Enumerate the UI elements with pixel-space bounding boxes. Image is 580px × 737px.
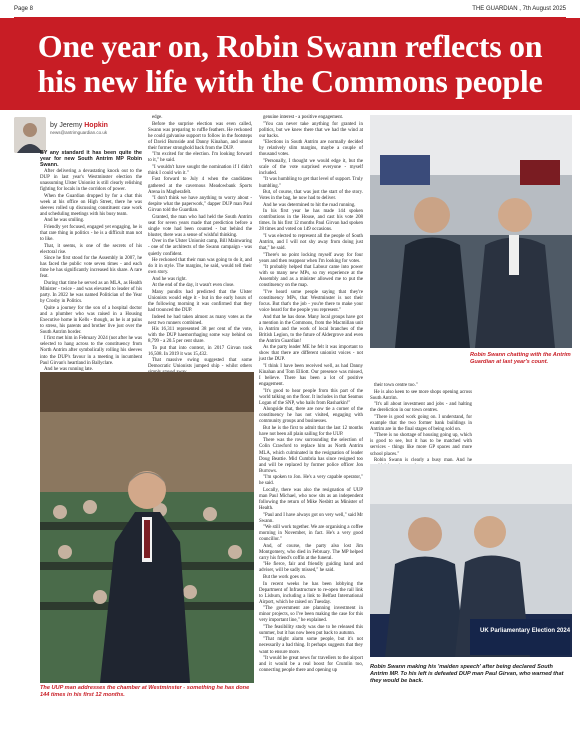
article-paragraph: "We still work together. We are organising a coffee morning in November, in fact. He's a very good councillor." [259,525,363,543]
article-paragraph: At the end of the day, it wasn't even close. [152,283,235,289]
headline: One year on, Robin Swann reflects on his new life with the Commons people [37,28,543,99]
article-paragraph: He reckoned that their man was going to do it, and do it in style. The margins, he said, would tell their own story. [148,258,252,276]
article-paragraph: But he is the first to admit that the last 12 months have not been all plain sailing for the UUP. [259,425,363,437]
main-photo-caption: The UUP man addresses the chamber at Westminster - something he has done 144 times in his first 12 months. [40,685,250,698]
article-paragraph: Robin Swann is clearly a busy man. And he [374,458,472,464]
article-paragraph: His 16,311 represented 38 per cent of the vote, with the DUP haemorrhaging some way behind on 8,799 - a 20.5 per cent share. [148,327,252,345]
article-paragraph: "I don't think we have anything to worry about - despite what the paperwork," dapper DUP man Paul Girvan told the Guardian. [148,196,252,214]
article-paragraph: Indeed he had taken almost as many votes as the next two runners combined. [148,314,252,326]
author-avatar [14,117,46,153]
article-paragraph: "I've heard some people saying that they're constituency MPs, that Westminster is not their focus. But that's the job - you're there to make your voice heard for the people you represent." [259,289,363,313]
byline [50,122,140,146]
author-name: Hopkin [84,122,108,129]
article-paragraph: "You can never take anything for granted in politics, but we knew there that we had the wind at our backs. [259,121,363,139]
article-paragraph: That, it seems, is one of the secrets of his electoral rise. [40,243,142,255]
article-paragraph: Fast forward to July 4 when the candidates gathered at the cavernous Meadowbank Sports Arena in Magherafelt. [148,177,252,195]
page-number: Page 8 [14,5,34,12]
article-paragraph: "I'm spoken to Jon. He's a very capable operator," he said. [259,475,363,487]
article-paragraph: "That might alarm some people, but it's not necessarily a bad thing. It perhaps suggests that they want to ensure more. [259,637,363,655]
article-paragraph: "There is no shortage of housing going up, which is good to see, but it has to be matched with services - things like more GP spaces and more school places." [370,433,472,457]
article-paragraph: BY any standard it has been quite the year for new South Antrim MP Robin Swann. [40,150,142,169]
article-paragraph: He is also keen to see more shops opening across South Antrim. [370,389,472,401]
article-column-3 [259,115,363,675]
article-paragraph: Quite a journey for the son of a hospital doctor and a plumber who was raised in a Housing Executive home in Kells - though, as he is at pains to stress, his parents and brother live just over the South Antrim border. [40,305,142,335]
article-paragraph: Friendly yet focused, engaged yet engaging, he is that rare thing in politics - he is a difficult man not to like. [40,225,142,243]
article-paragraph: "It would be great news for travellers to the airport and it would be a real boost for Crumlin too, connecting people there and opening up [259,656,363,674]
article-paragraph: And that he has done. Many local groups have got a mention in the Commons, from the Macmillan unit in Antrim and the work of local branches of the British Legion, to the future of Aldergrove and even the Antrim Guardian! [259,314,363,344]
article-paragraph: "Paul and I have always got on very well," said Mr Swann. [259,512,363,524]
count-photo [370,115,572,348]
article-paragraph: Granted, the man who had held the South Antrim seat for seven years made that prediction before a single vote had been counted - but behind the bluster, there was a sense of wishful thinking. [148,214,252,238]
article-paragraph: But, of course, that was just the start of the story. Votes in the bag, he now had to deliver. [259,190,363,202]
article-paragraph: Since he first stood for the Assembly in 2007, he has faced the public vote seven times - and each time he has significantly increased his share. A rare feat. [40,256,142,280]
article-paragraph: During that time he served as an MLA, as Health Minister - twice - and was elevated to leader of his party. In 2022 he was named Politician of the Year by Crosby in Politics. [40,280,142,305]
byline-author: by Jeremy Hopkin [50,122,108,129]
article-paragraph: their town centre too." [374,383,418,388]
article-paragraph: "The feasibility study was due to be released this summer, but it has now been put back to autumn. [259,624,363,636]
article-paragraph: In recent weeks he has been lobbying the Department of Infrastructure to re-open the rail link to Lisburn, including a link to Belfast International Airport, which he raised on Tuesday. [259,581,363,605]
article-paragraph: When the Guardian dropped by for a chat this week at his office on High Street, there he was sleeves rolled up discussing constituent case work and scheduling meetings with his busy team. [40,193,142,217]
author-email[interactable]: news@antrimguardian.co.uk [50,130,108,135]
article-paragraph: Over in the Ulster Unionist camp, Bill Mainwaring - one of the architects of the Swann campaign - was quietly confident. [148,239,252,257]
article-paragraph: Alongside that, there are now tie a corner of the constituency he has not visited, engaging with community groups and businesses. [259,407,363,425]
article-paragraph: "Personally, I thought we would edge it, but the scale of the vote surprised everyone - myself included. [259,158,363,176]
article-paragraph: "It's all about investment and jobs - and halting the dereliction in our town centres. [370,402,472,414]
article-paragraph: That massive swing suggested that some Democratic Unionists jumped ship - whilst others [148,358,252,370]
article-paragraph: "It's good to hear people from this part of the world talking on the floor. It includes in that Seamus Logan of the SNP, who hails from Rasharkin!" [259,388,363,406]
article-paragraph: I first met him in February 2024 (not after he was selected to hang across to the constituency from North Antrim after symbolically rolling his sleeves into the DUP's favour in a meeting in incumbent Paul Girvan's heartland in Ballyclare. [40,336,142,366]
article-paragraph: "The government are planning investment in minor projects, so I've been making the case for this very important line," he explained. [259,606,363,624]
maiden-speech-photo [370,464,572,657]
main-photo-westminster [40,372,254,683]
page-header [0,0,580,17]
article-paragraph: And he was determined to hit the road running. [263,202,356,208]
uup-sign-text: UK Parliamentary Election 2024 [480,628,571,634]
article-paragraph: As the party leader ME he felt it was important to show that there are different unionist voices - not just the DUP. [259,345,363,363]
article-paragraph: "It probably helped that Labour came into power with so many new MPs, so my experience at the Assembly and as a minister allowed me to put the constituency on the map. [259,265,363,289]
article-paragraph: genuine interest - a positive engagement. [263,115,344,120]
article-paragraph: "There's no point locking myself away for four years and then reappear when I'm looking for votes. [259,252,363,264]
article-paragraph: To put that into context, in 2017 Girvan took 16,508. In 2019 it was 15,432. [148,345,252,357]
article-paragraph: And he was smiling. [44,218,85,224]
maiden-speech-caption: Robin Swann making his 'maiden speech' after being declared South Antrim MP. To his left is defeated DUP man Paul Girvan, who warned that they would be back. [370,664,564,684]
article-paragraph: edge. [152,115,163,120]
paper-dateline: THE GUARDIAN , 7th August 2025 [472,5,566,12]
article-paragraph: In his first year he has made 144 spoken contributions in the House, and cast his vote 208 times. In his first 12 months Paul Girvan had spoken 28 times and voted on 149 occasions. [259,209,363,233]
article-paragraph: "There is good work going on. I understand, for example that the two former bank buildings in Antrim are in the final stages of being sold on. [370,414,472,432]
article-paragraph: "I was elected to represent all the people of South Antrim, and I will not shy away from doing just that," he said. [259,233,363,251]
article-paragraph: But the work goes on. [263,574,307,580]
count-photo-caption: Robin Swann chatting with the Antrim Guardian at last year's count. [470,352,571,365]
article-paragraph: And he was right. [152,276,187,282]
article-paragraph: "It was humbling to get that level of support. Truly humbling." [259,177,363,189]
article-paragraph: "I think I have been received well, as had Danny Kinahan and Tom Elliott. Our presence was missed, I believe. There has been a lot of positive engagement. [259,363,363,388]
article-paragraph: And, of course, the party also lost Jim Montgomery, who died in February. The MP helped carry his friend's coffin at the funeral. [259,543,363,561]
article-paragraph: "I'm excited for the election. I'm looking forward to it," he said. [148,152,252,164]
headline-banner [0,18,580,110]
article-paragraph: "Elections in South Antrim are normally decided by relatively slim margins, maybe a couple of thousand votes. [259,140,363,158]
article-paragraph: There was the row surrounding the selection of Colin Crawford to replace him as North Antrim MLA, which culminated in the resignation of leader Doug Beattie. Mid Cumbria has since resigned too and will be replaced by former police officer Jon Burrows. [259,438,363,474]
article-paragraph: "He fierce, fair and friendly guiding hand and adviser, will be sadly missed," he said. [259,562,363,574]
article-paragraph: And he was running late. [44,367,94,373]
article-paragraph: Many pundits had predicted that the Ulster Unionists would edge it - but in the early hours of the following morning it was confirmed that they had trounced the DUP. [148,289,252,313]
article-paragraph: Before the surprise election was even called, Swann was preparing to ruffle feathers. He reckoned he could galvanise support to follow in the footsteps of David Burnside and Danny Kinahan, and unseat their former stronghold back from the DUP. [148,121,252,151]
article-paragraph: After delivering a devastating knock out to the DUP in last year's Westminster election the unassuming Ulster Unionist is still clearly relishing fighting for locals in the corridors of power. [40,169,142,193]
article-paragraph: Locally, there was also the resignation of UUP man Paul Michael, who now sits as an independent following the return of Mike Nesbitt as Minister of Health. [259,487,363,511]
article-paragraph: "I wouldn't have sought the nomination if I didn't think I could win it." [148,164,252,176]
